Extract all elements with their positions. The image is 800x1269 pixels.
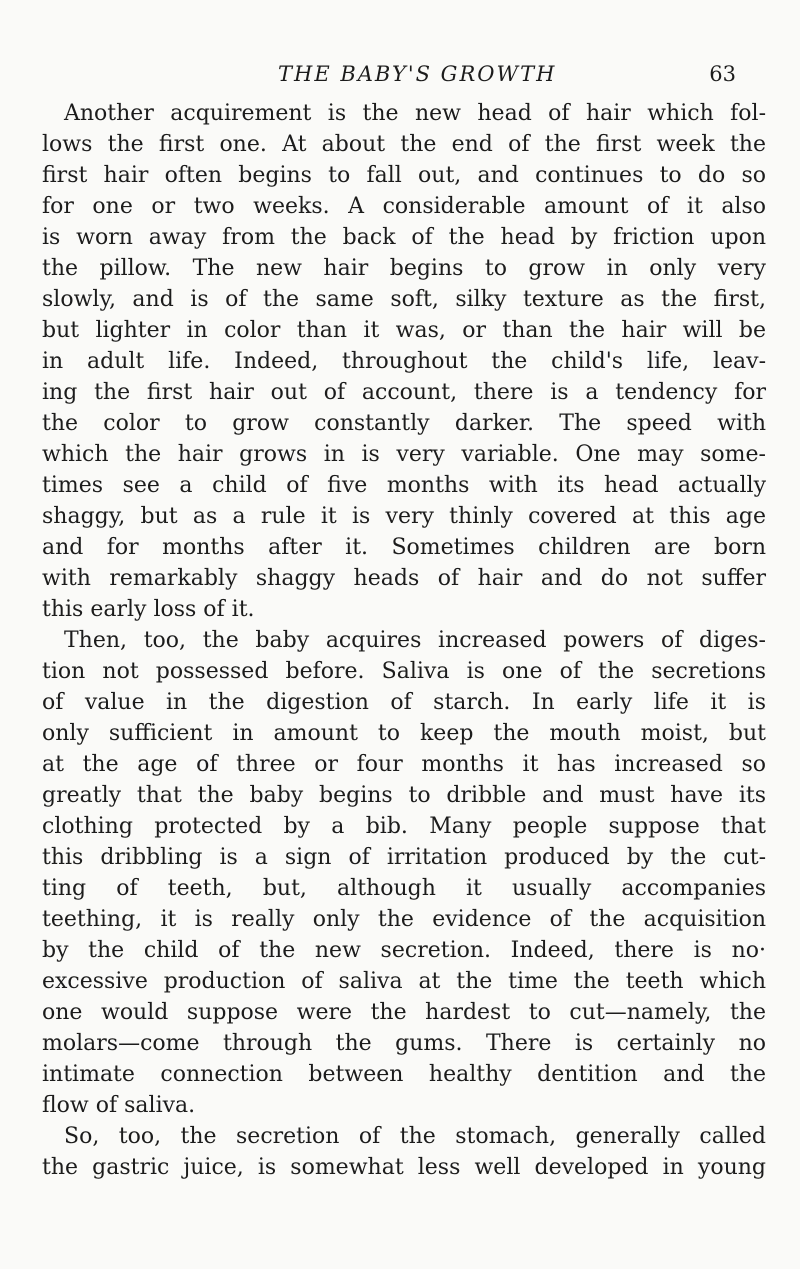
text-line: one would suppose were the hardest to cut—namely, the [42, 1000, 766, 1025]
text-line: but lighter in color than it was, or than the hair will be [42, 318, 766, 343]
text-line: So, too, the secretion of the stomach, generally called [64, 1124, 766, 1149]
text-line: by the child of the new secretion. Indeed, there is no· [42, 938, 766, 963]
text-line: greatly that the baby begins to dribble and must have its [42, 783, 766, 808]
text-line: teething, it is really only the evidence of the acquisition [42, 907, 766, 932]
text-line: clothing protected by a bib. Many people suppose that [42, 814, 766, 839]
text-line: excessive production of saliva at the time the teeth which [42, 969, 766, 994]
text-line: this early loss of it. [42, 597, 255, 622]
text-line: times see a child of five months with its head actually [42, 473, 766, 498]
text-line: first hair often begins to fall out, and continues to do so [42, 163, 766, 188]
text-line: this dribbling is a sign of irritation produced by the cut- [42, 845, 766, 870]
running-title: THE BABY'S GROWTH [278, 62, 557, 86]
text-line: only sufficient in amount to keep the mouth moist, but [42, 721, 766, 746]
text-line: flow of saliva. [42, 1093, 196, 1118]
text-line: tion not possessed before. Saliva is one of the secretions [42, 659, 766, 684]
text-line: intimate connection between healthy dentition and the [42, 1062, 766, 1087]
text-line: at the age of three or four months it has increased so [42, 752, 766, 777]
text-line: the pillow. The new hair begins to grow in only very [42, 256, 766, 281]
text-line: the gastric juice, is somewhat less well developed in young [42, 1155, 766, 1180]
text-line: Then, too, the baby acquires increased powers of diges- [64, 628, 766, 653]
text-line: for one or two weeks. A considerable amount of it also [42, 194, 766, 219]
text-line: the color to grow constantly darker. The speed with [42, 411, 766, 436]
text-line: slowly, and is of the same soft, silky texture as the first, [42, 287, 766, 312]
text-line: ting of teeth, but, although it usually accompanies [42, 876, 766, 901]
text-line: in adult life. Indeed, throughout the child's life, leav- [42, 349, 766, 374]
text-line: shaggy, but as a rule it is very thinly covered at this age [42, 504, 766, 529]
text-line: of value in the digestion of starch. In early life it is [42, 690, 766, 715]
text-line: is worn away from the back of the head by friction upon [42, 225, 766, 250]
text-line: Another acquirement is the new head of hair which fol- [64, 101, 766, 126]
text-line: with remarkably shaggy heads of hair and do not suffer [42, 566, 766, 591]
body-text [42, 98, 766, 1183]
text-line: which the hair grows in is very variable. One may some- [42, 442, 766, 467]
page-number: 63 [709, 62, 736, 86]
text-line: molars—come through the gums. There is certainly no [42, 1031, 766, 1056]
text-line: and for months after it. Sometimes children are born [42, 535, 766, 560]
running-header [0, 62, 800, 92]
text-line: lows the first one. At about the end of the first week the [42, 132, 766, 157]
text-line: ing the first hair out of account, there is a tendency for [42, 380, 766, 405]
